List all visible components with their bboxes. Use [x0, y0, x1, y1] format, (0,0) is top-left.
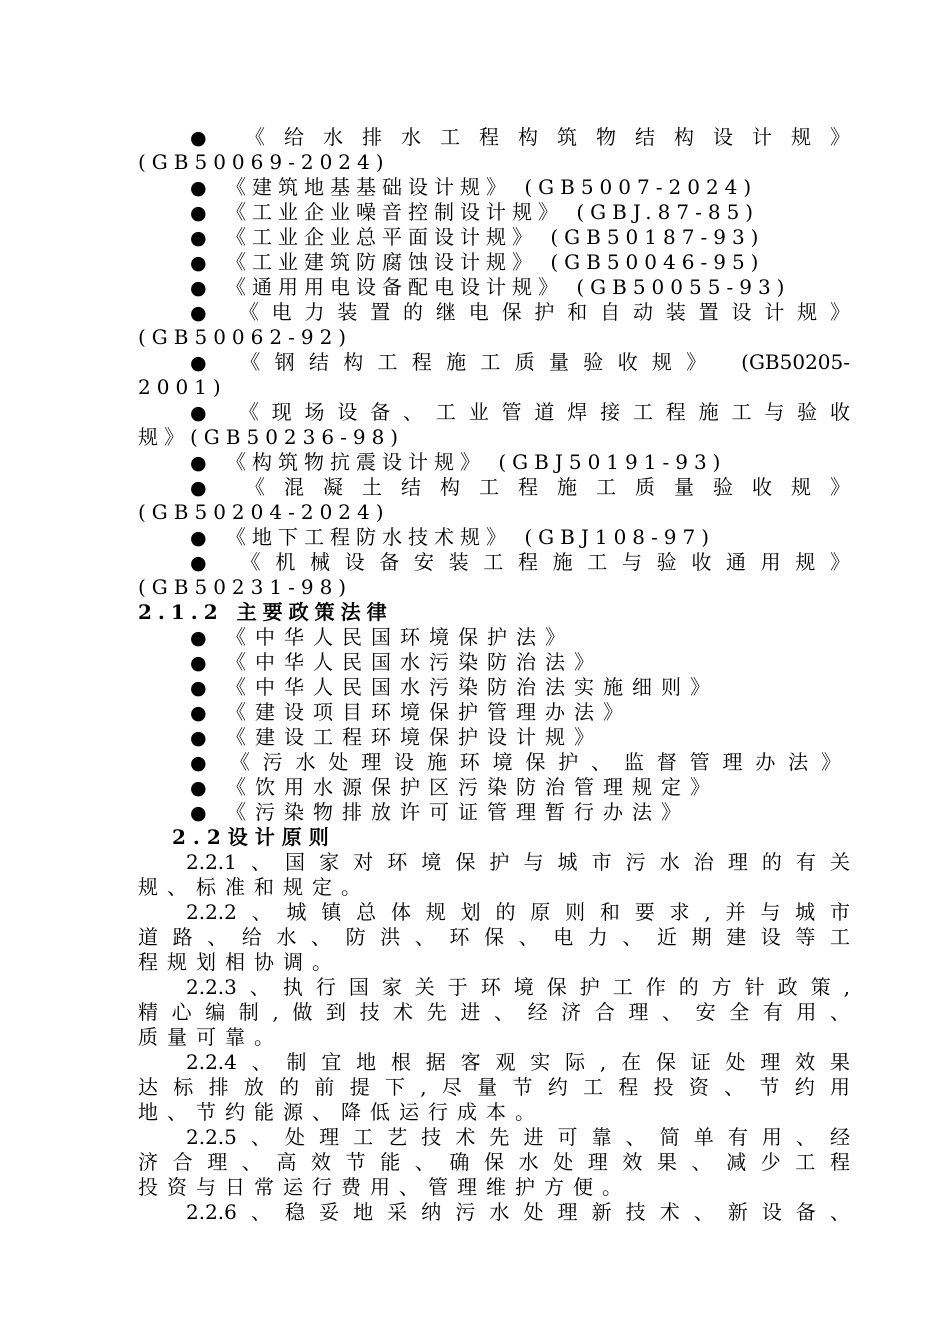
section-heading-22-text: 2.2设计原则 [172, 825, 336, 849]
principle-line [138, 1075, 850, 1100]
principle-line-text: 2.2.3、执行国家关于环境保护工作的方针政策, [186, 975, 850, 999]
standard-item-text: 《工业企业总平面设计规》 (GB50187-93) [226, 225, 765, 249]
principle-line [138, 925, 850, 950]
principle-line-text: 2.2.5、处理工艺技术先进可靠、简单有用、经 [186, 1125, 850, 1149]
principle-line-text: 济合理、高效节能、确保水处理效果、减少工程 [138, 1150, 850, 1174]
standard-item-text: 《钢结构工程施工质量验收规》 (GB50205- [226, 350, 850, 374]
principle-line [186, 975, 850, 1000]
standard-item-text: 《建筑地基基础设计规》 (GB5007-2024) [226, 175, 758, 199]
principle-line [138, 1150, 850, 1175]
bullet-icon [190, 251, 226, 276]
standard-item-cont-text: (GB50069-2024) [138, 150, 390, 174]
principle-line-text: 2.2.2、城镇总体规划的原则和要求,并与城市 [186, 900, 850, 924]
standard-item [190, 525, 850, 550]
bullet-icon [190, 401, 226, 426]
law-item [190, 625, 850, 650]
bullet-icon [190, 176, 226, 201]
law-item-text: 《饮用水源保护区污染防治管理规定》 [226, 775, 719, 799]
standard-item-text: 《工业建筑防腐蚀设计规》 (GB50046-95) [226, 250, 765, 274]
standard-item-text: 《通用用电设备配电设计规》 (GB50055-93) [226, 275, 791, 299]
standard-item [190, 125, 850, 150]
standard-item-cont [138, 375, 850, 400]
standard-item-cont [138, 425, 850, 450]
principle-line [186, 850, 850, 875]
principle-line-text: 道路、给水、防洪、环保、电力、近期建设等工 [138, 925, 850, 949]
principle-line [186, 1125, 850, 1150]
law-item [190, 675, 850, 700]
standard-item-cont [138, 575, 850, 600]
standard-item-text: 《混凝土结构工程施工质量验收规》 [226, 475, 850, 499]
principle-line [138, 1175, 850, 1200]
bullet-icon [190, 676, 226, 701]
law-item-text: 《污水处理设施环境保护、监督管理办法》 [226, 750, 850, 774]
law-item [190, 700, 850, 725]
law-item-text: 《污染物排放许可证管理暂行办法》 [226, 800, 690, 824]
bullet-icon [190, 726, 226, 751]
bullet-icon [190, 801, 226, 826]
principle-line-text: 地、节约能源、降低运行成本。 [138, 1100, 544, 1124]
principle-line [138, 875, 850, 900]
law-item [190, 800, 850, 825]
principle-line-text: 精心编制,做到技术先进、经济合理、安全有用、 [138, 1000, 850, 1024]
standard-item-cont-text: 2001) [138, 375, 227, 399]
standard-item-text: 《现场设备、工业管道焊接工程施工与验收 [226, 400, 850, 424]
principle-line [186, 900, 850, 925]
standard-item-text: 《地下工程防水技术规》 (GBJ108-97) [226, 525, 716, 549]
standard-item [190, 475, 850, 500]
standard-item [190, 350, 850, 375]
bullet-icon [190, 126, 226, 151]
bullet-icon [190, 526, 226, 551]
bullet-icon [190, 701, 226, 726]
standard-item-cont-text: 规》(GB50236-98) [138, 425, 405, 449]
law-item [190, 775, 850, 800]
standard-item-text: 《工业企业噪音控制设计规》 (GBJ.87-85) [226, 200, 760, 224]
principle-line-text: 质量可靠。 [138, 1025, 283, 1049]
section-heading-212 [138, 600, 850, 625]
standard-item-text: 《给水排水工程构筑物结构设计规》 [226, 125, 850, 149]
bullet-icon [190, 751, 226, 776]
principle-line [186, 1200, 850, 1225]
principle-line [138, 1000, 850, 1025]
section-heading-212-text: 2.1.2 主要政策法律 [138, 600, 393, 624]
standard-item-cont-text: (GB50231-98) [138, 575, 353, 599]
standard-item-text: 《构筑物抗震设计规》 (GBJ50191-93) [226, 450, 727, 474]
bullet-icon [190, 201, 226, 226]
bullet-icon [190, 476, 226, 501]
bullet-icon [190, 626, 226, 651]
principle-line-text: 达标排放的前提下,尽量节约工程投资、节约用 [138, 1075, 850, 1099]
law-item [190, 650, 850, 675]
standard-item-cont-text: (GB50204-2024) [138, 500, 390, 524]
standard-item [190, 175, 850, 200]
standard-item-cont [138, 500, 850, 525]
standard-item [190, 200, 850, 225]
principle-line [138, 1025, 850, 1050]
law-item-text: 《中华人民国环境保护法》 [226, 625, 574, 649]
principle-line-text: 2.2.6、稳妥地采纳污水处理新技术、新设备、 [186, 1200, 850, 1224]
principle-line [186, 1050, 850, 1075]
law-item [190, 725, 850, 750]
principle-line-text: 2.2.4、制宜地根据客观实际,在保证处理效果 [186, 1050, 850, 1074]
law-item-text: 《建设项目环境保护管理办法》 [226, 700, 632, 724]
principle-line [138, 950, 850, 975]
bullet-icon [190, 651, 226, 676]
law-item-text: 《中华人民国水污染防治法实施细则》 [226, 675, 719, 699]
bullet-icon [190, 776, 226, 801]
bullet-icon [190, 351, 226, 376]
bullet-icon [190, 551, 226, 576]
law-item-text: 《中华人民国水污染防治法》 [226, 650, 603, 674]
standard-item-text: 《机械设备安装工程施工与验收通用规》 [226, 550, 850, 574]
bullet-icon [190, 276, 226, 301]
standard-item [190, 550, 850, 575]
standard-item-cont-text: (GB50062-92) [138, 325, 353, 349]
standard-item [190, 450, 850, 475]
principle-line-text: 规、标准和规定。 [138, 875, 370, 899]
standard-item [190, 225, 850, 250]
standard-item [190, 275, 850, 300]
bullet-icon [190, 451, 226, 476]
law-item-text: 《建设工程环境保护设计规》 [226, 725, 603, 749]
principle-line-text: 投资与日常运行费用、管理维护方便。 [138, 1175, 631, 1199]
standard-item [190, 300, 850, 325]
standard-item-text: 《电力装置的继电保护和自动装置设计规》 [226, 300, 850, 324]
section-heading-22 [172, 825, 850, 850]
standard-item [190, 400, 850, 425]
principle-line [138, 1100, 850, 1125]
standard-item [190, 250, 850, 275]
principle-line-text: 2.2.1、国家对环境保护与城市污水治理的有关 [186, 850, 850, 874]
bullet-icon [190, 226, 226, 251]
standard-item-cont [138, 325, 850, 350]
standard-item-cont [138, 150, 850, 175]
bullet-icon [190, 301, 226, 326]
law-item [190, 750, 850, 775]
principle-line-text: 程规划相协调。 [138, 950, 341, 974]
